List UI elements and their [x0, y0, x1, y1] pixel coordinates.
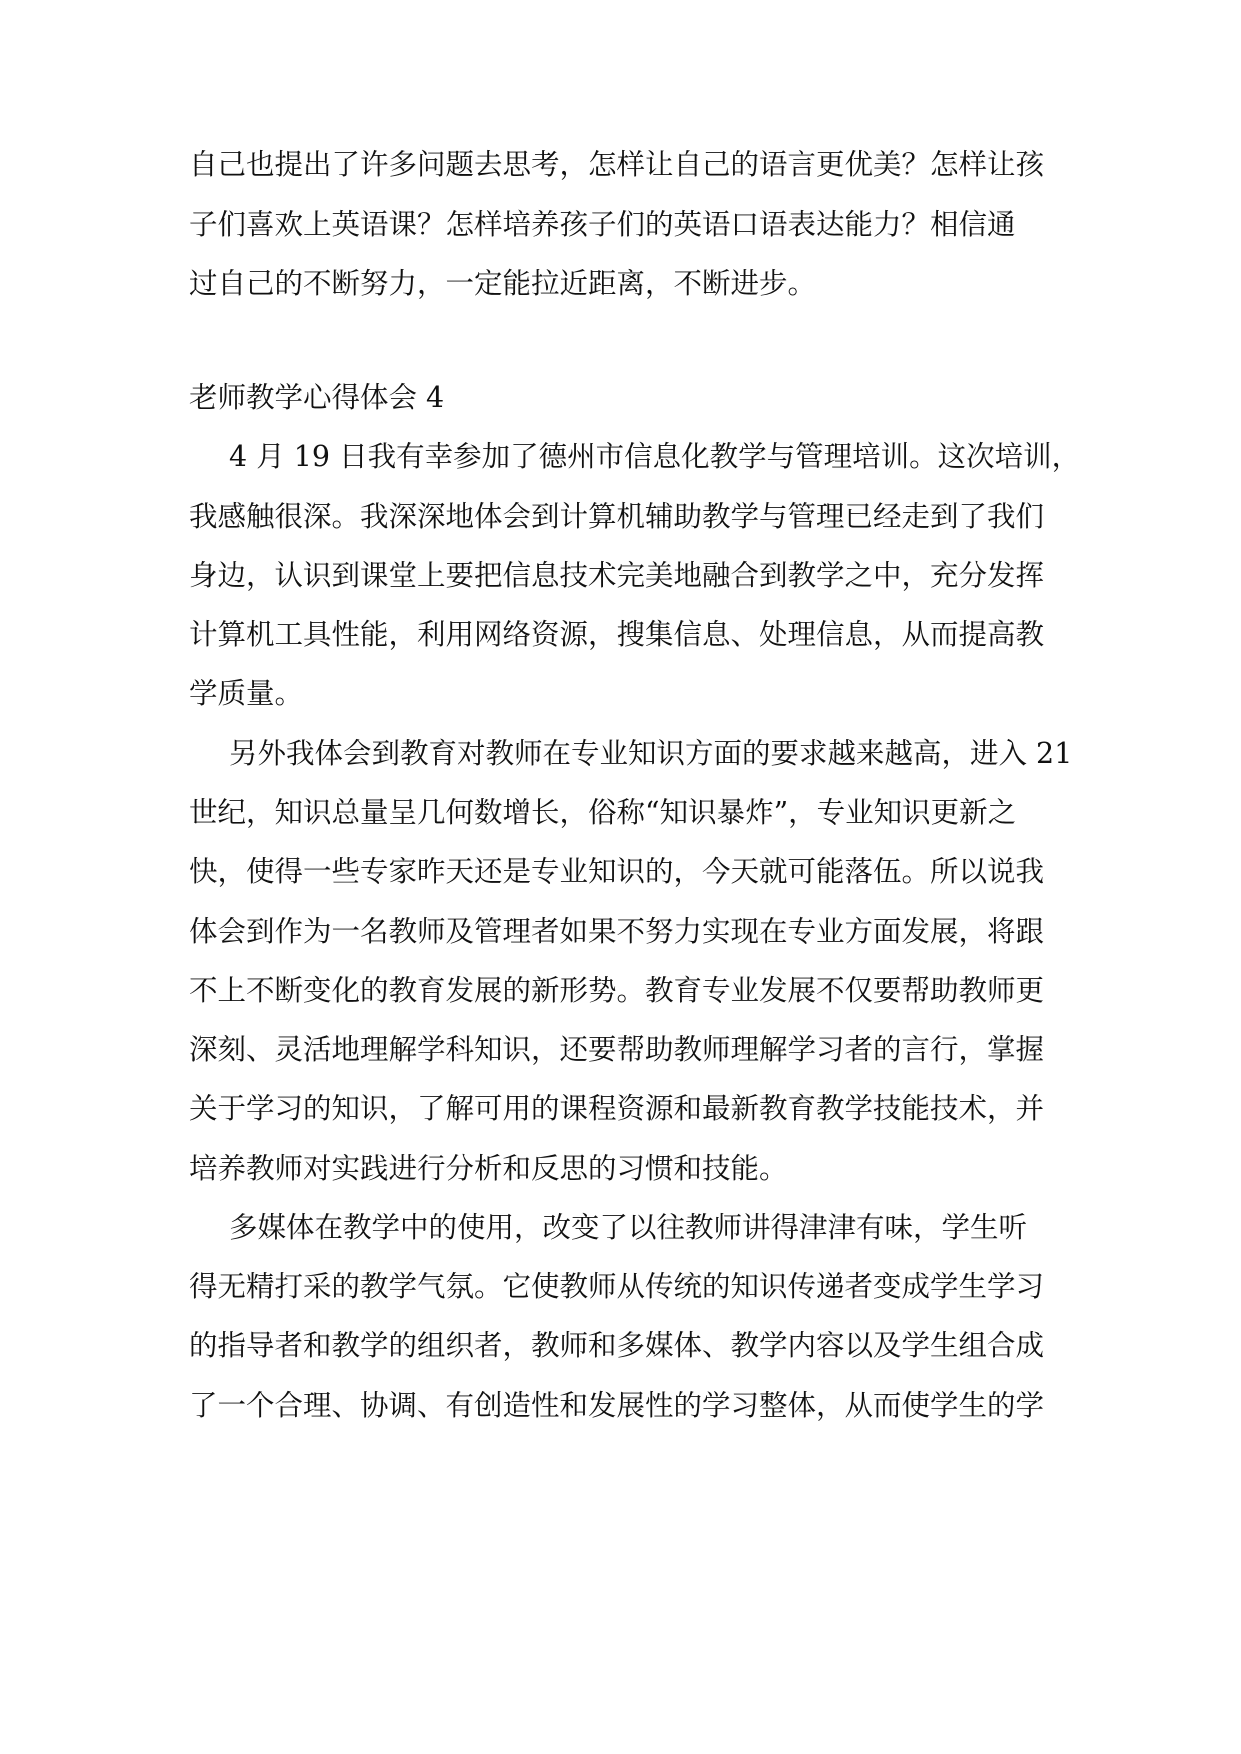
paragraph-line: 我感触很深。我深深地体会到计算机辅助教学与管理已经走到了我们 [189, 500, 1045, 533]
section-heading: 老师教学心得体会 4 [189, 381, 445, 414]
paragraph-line: 4 月 19 日我有幸参加了德州市信息化教学与管理培训。这次培训， [229, 440, 1081, 473]
paragraph-line: 关于学习的知识，了解可用的课程资源和最新教育教学技能技术，并 [189, 1092, 1045, 1125]
paragraph-line: 深刻、灵活地理解学科知识，还要帮助教师理解学习者的言行，掌握 [189, 1033, 1045, 1066]
paragraph-line: 学质量。 [189, 677, 304, 710]
paragraph-line: 另外我体会到教育对教师在专业知识方面的要求越来越高，进入 21 [229, 737, 1073, 770]
paragraph-line: 了一个合理、协调、有创造性和发展性的学习整体，从而使学生的学 [189, 1389, 1045, 1422]
paragraph-line: 身边，认识到课堂上要把信息技术完美地融合到教学之中，充分发挥 [189, 559, 1045, 592]
paragraph-line: 体会到作为一名教师及管理者如果不努力实现在专业方面发展，将跟 [189, 915, 1045, 948]
paragraph-line: 不上不断变化的教育发展的新形势。教育专业发展不仅要帮助教师更 [189, 974, 1045, 1007]
paragraph-line: 培养教师对实践进行分析和反思的习惯和技能。 [189, 1152, 788, 1185]
paragraph-line: 过自己的不断努力，一定能拉近距离，不断进步。 [189, 267, 817, 300]
paragraph-line: 子们喜欢上英语课？怎样培养孩子们的英语口语表达能力？相信通 [189, 208, 1016, 241]
paragraph-line: 得无精打采的教学气氛。它使教师从传统的知识传递者变成学生学习 [189, 1270, 1045, 1303]
paragraph-line: 计算机工具性能，利用网络资源，搜集信息、处理信息，从而提高教 [189, 618, 1045, 651]
paragraph-line: 快，使得一些专家昨天还是专业知识的，今天就可能落伍。所以说我 [189, 855, 1045, 888]
paragraph-line: 自己也提出了许多问题去思考，怎样让自己的语言更优美？怎样让孩 [189, 148, 1045, 181]
paragraph-line: 多媒体在教学中的使用，改变了以往教师讲得津津有味，学生听 [229, 1211, 1028, 1244]
paragraph-line: 世纪，知识总量呈几何数增长，俗称“知识暴炸”，专业知识更新之 [189, 796, 1017, 829]
paragraph-line: 的指导者和教学的组织者，教师和多媒体、教学内容以及学生组合成 [189, 1329, 1045, 1362]
